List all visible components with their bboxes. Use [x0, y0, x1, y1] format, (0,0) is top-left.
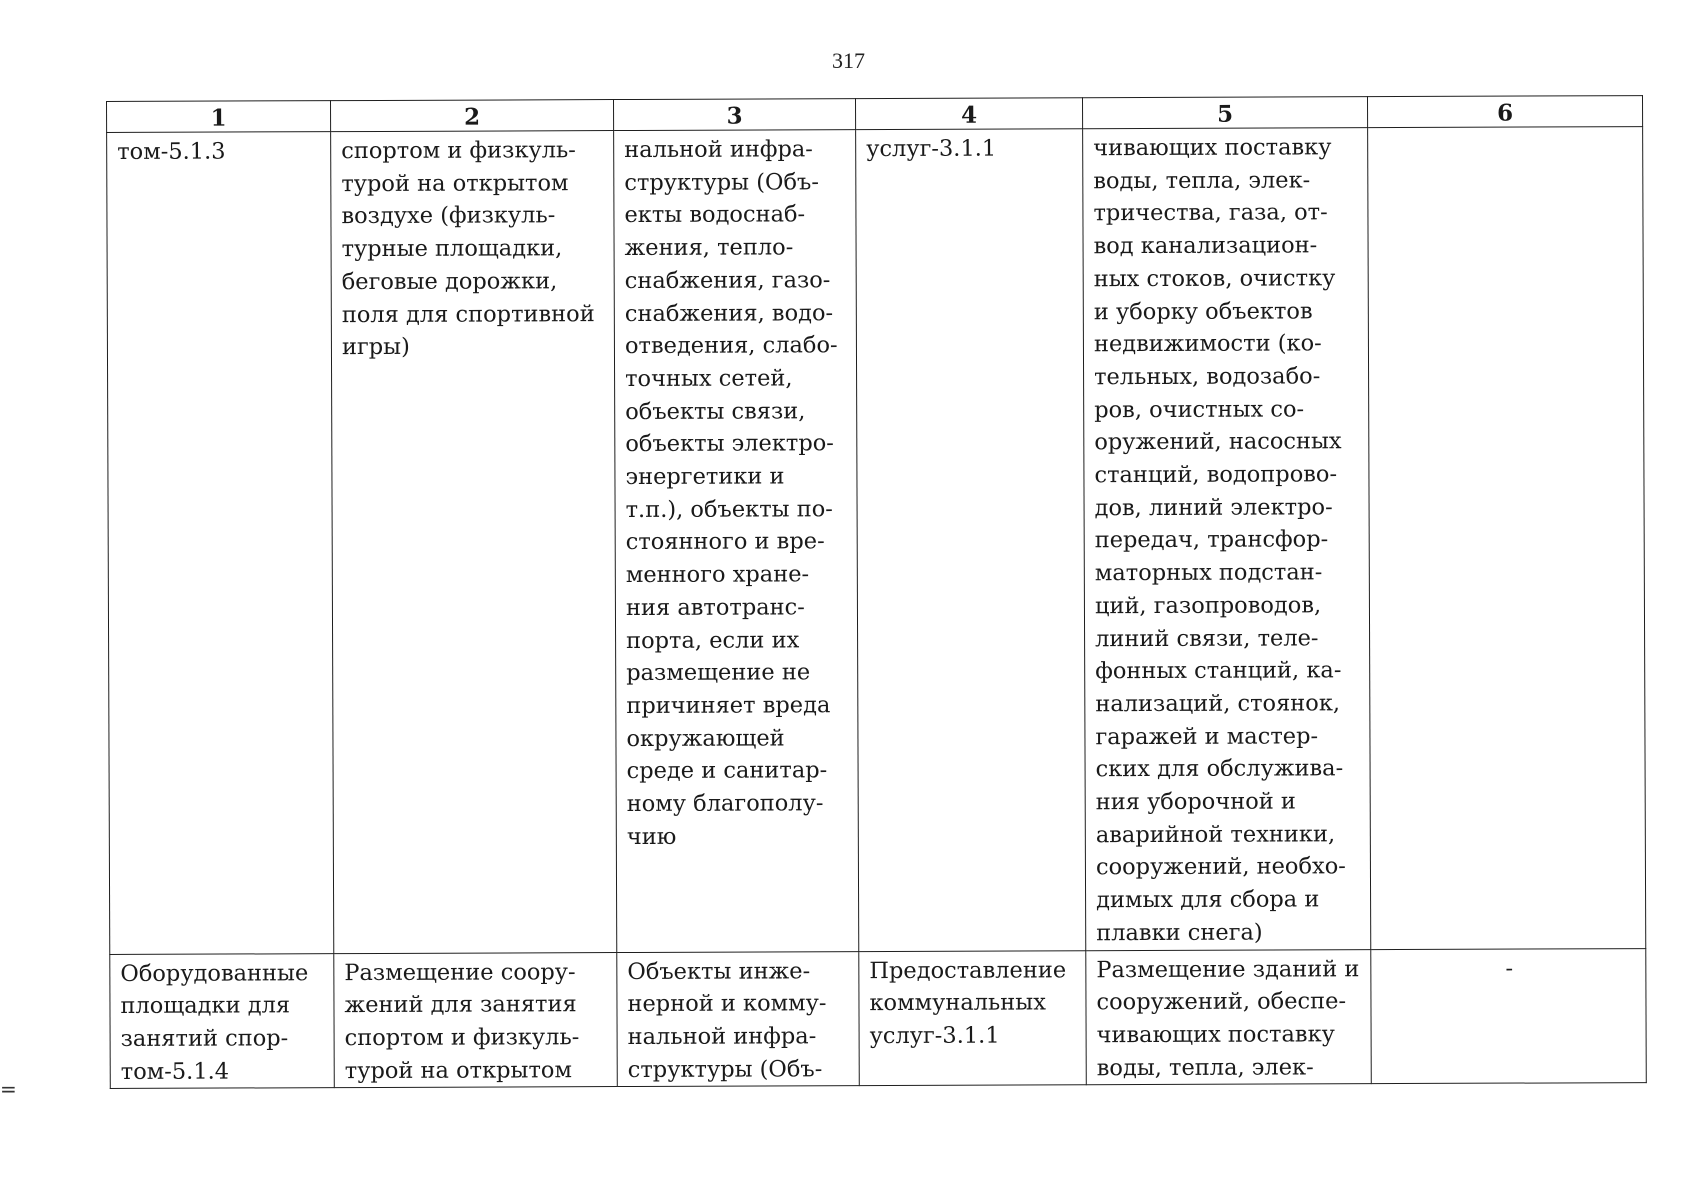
table-cell-auxiliary-description: Размещение зданий и сооружений, обеспе- чивающих поставку воды, тепла, элек- — [1086, 949, 1372, 1085]
table-cell-auxiliary-description: чивающих поставку воды, тепла, элек- тричества, газа, от- вод канализацион- ных стоков, очистку и уборку объектов недвижимости (ко- тельных, водозабо- ров, очистных со- оружений, насосных станций, водопрово- дов, линий электро- передач, трансфор- маторных подстан- ций, газопроводов, линий связи, теле- фонных станций, ка- нализаций, стоянок, гаражей и мастер- ских для обслужива- ния уборочной и аварийной техники, сооружений, необхо- димых для сбора и плавки снега) — [1083, 128, 1371, 951]
table-cell-auxiliary-use: услуг-3.1.1 — [856, 129, 1086, 951]
table-cell-notes — [1368, 127, 1646, 950]
table-cell-use-name: том-5.1.3 — [107, 132, 334, 954]
column-header-4: 4 — [855, 98, 1082, 130]
column-header-2: 2 — [331, 100, 614, 132]
land-use-table — [106, 95, 1647, 1089]
table-row — [107, 127, 1646, 954]
column-header-1: 1 — [107, 101, 331, 133]
table-cell-use-name: Оборудованные площадки для занятий спор- том-5.1.4 — [110, 953, 335, 1089]
table-row — [110, 948, 1647, 1089]
column-header-6: 6 — [1367, 96, 1642, 128]
table-cell-auxiliary-use: Предоставление коммунальных услуг-3.1.1 — [859, 950, 1087, 1086]
table-cell-use-description: Размещение соору- жений для занятия спортом и физкуль- турой на открытом — [334, 952, 618, 1088]
table-cell-notes: - — [1371, 948, 1647, 1084]
table-cell-objects: Объекты инже- нерной и комму- нальной инфра- структуры (Объ- — [617, 951, 860, 1087]
column-header-3: 3 — [613, 99, 855, 131]
scan-edge-mark: = — [0, 1077, 17, 1101]
table-cell-use-description: спортом и физкуль- турой на открытом воздухе (физкуль- турные площадки, беговые дорожки, поля для спортивной игры) — [331, 131, 617, 954]
page-number: 317 — [832, 48, 865, 73]
column-header-5: 5 — [1082, 97, 1367, 129]
table-cell-objects: нальной инфра- структуры (Объ- екты водоснаб- жения, тепло- снабжения, газо- снабжения, водо- отведения, слабо- точных сетей, объекты связи, объекты электро- энергетики и т.п.), объекты по- стоянного и вре- менного хране- ния автотранс- порта, если их размещение не причиняет вреда окружающей среде и санитар- ному благополу- чию — [614, 130, 859, 953]
